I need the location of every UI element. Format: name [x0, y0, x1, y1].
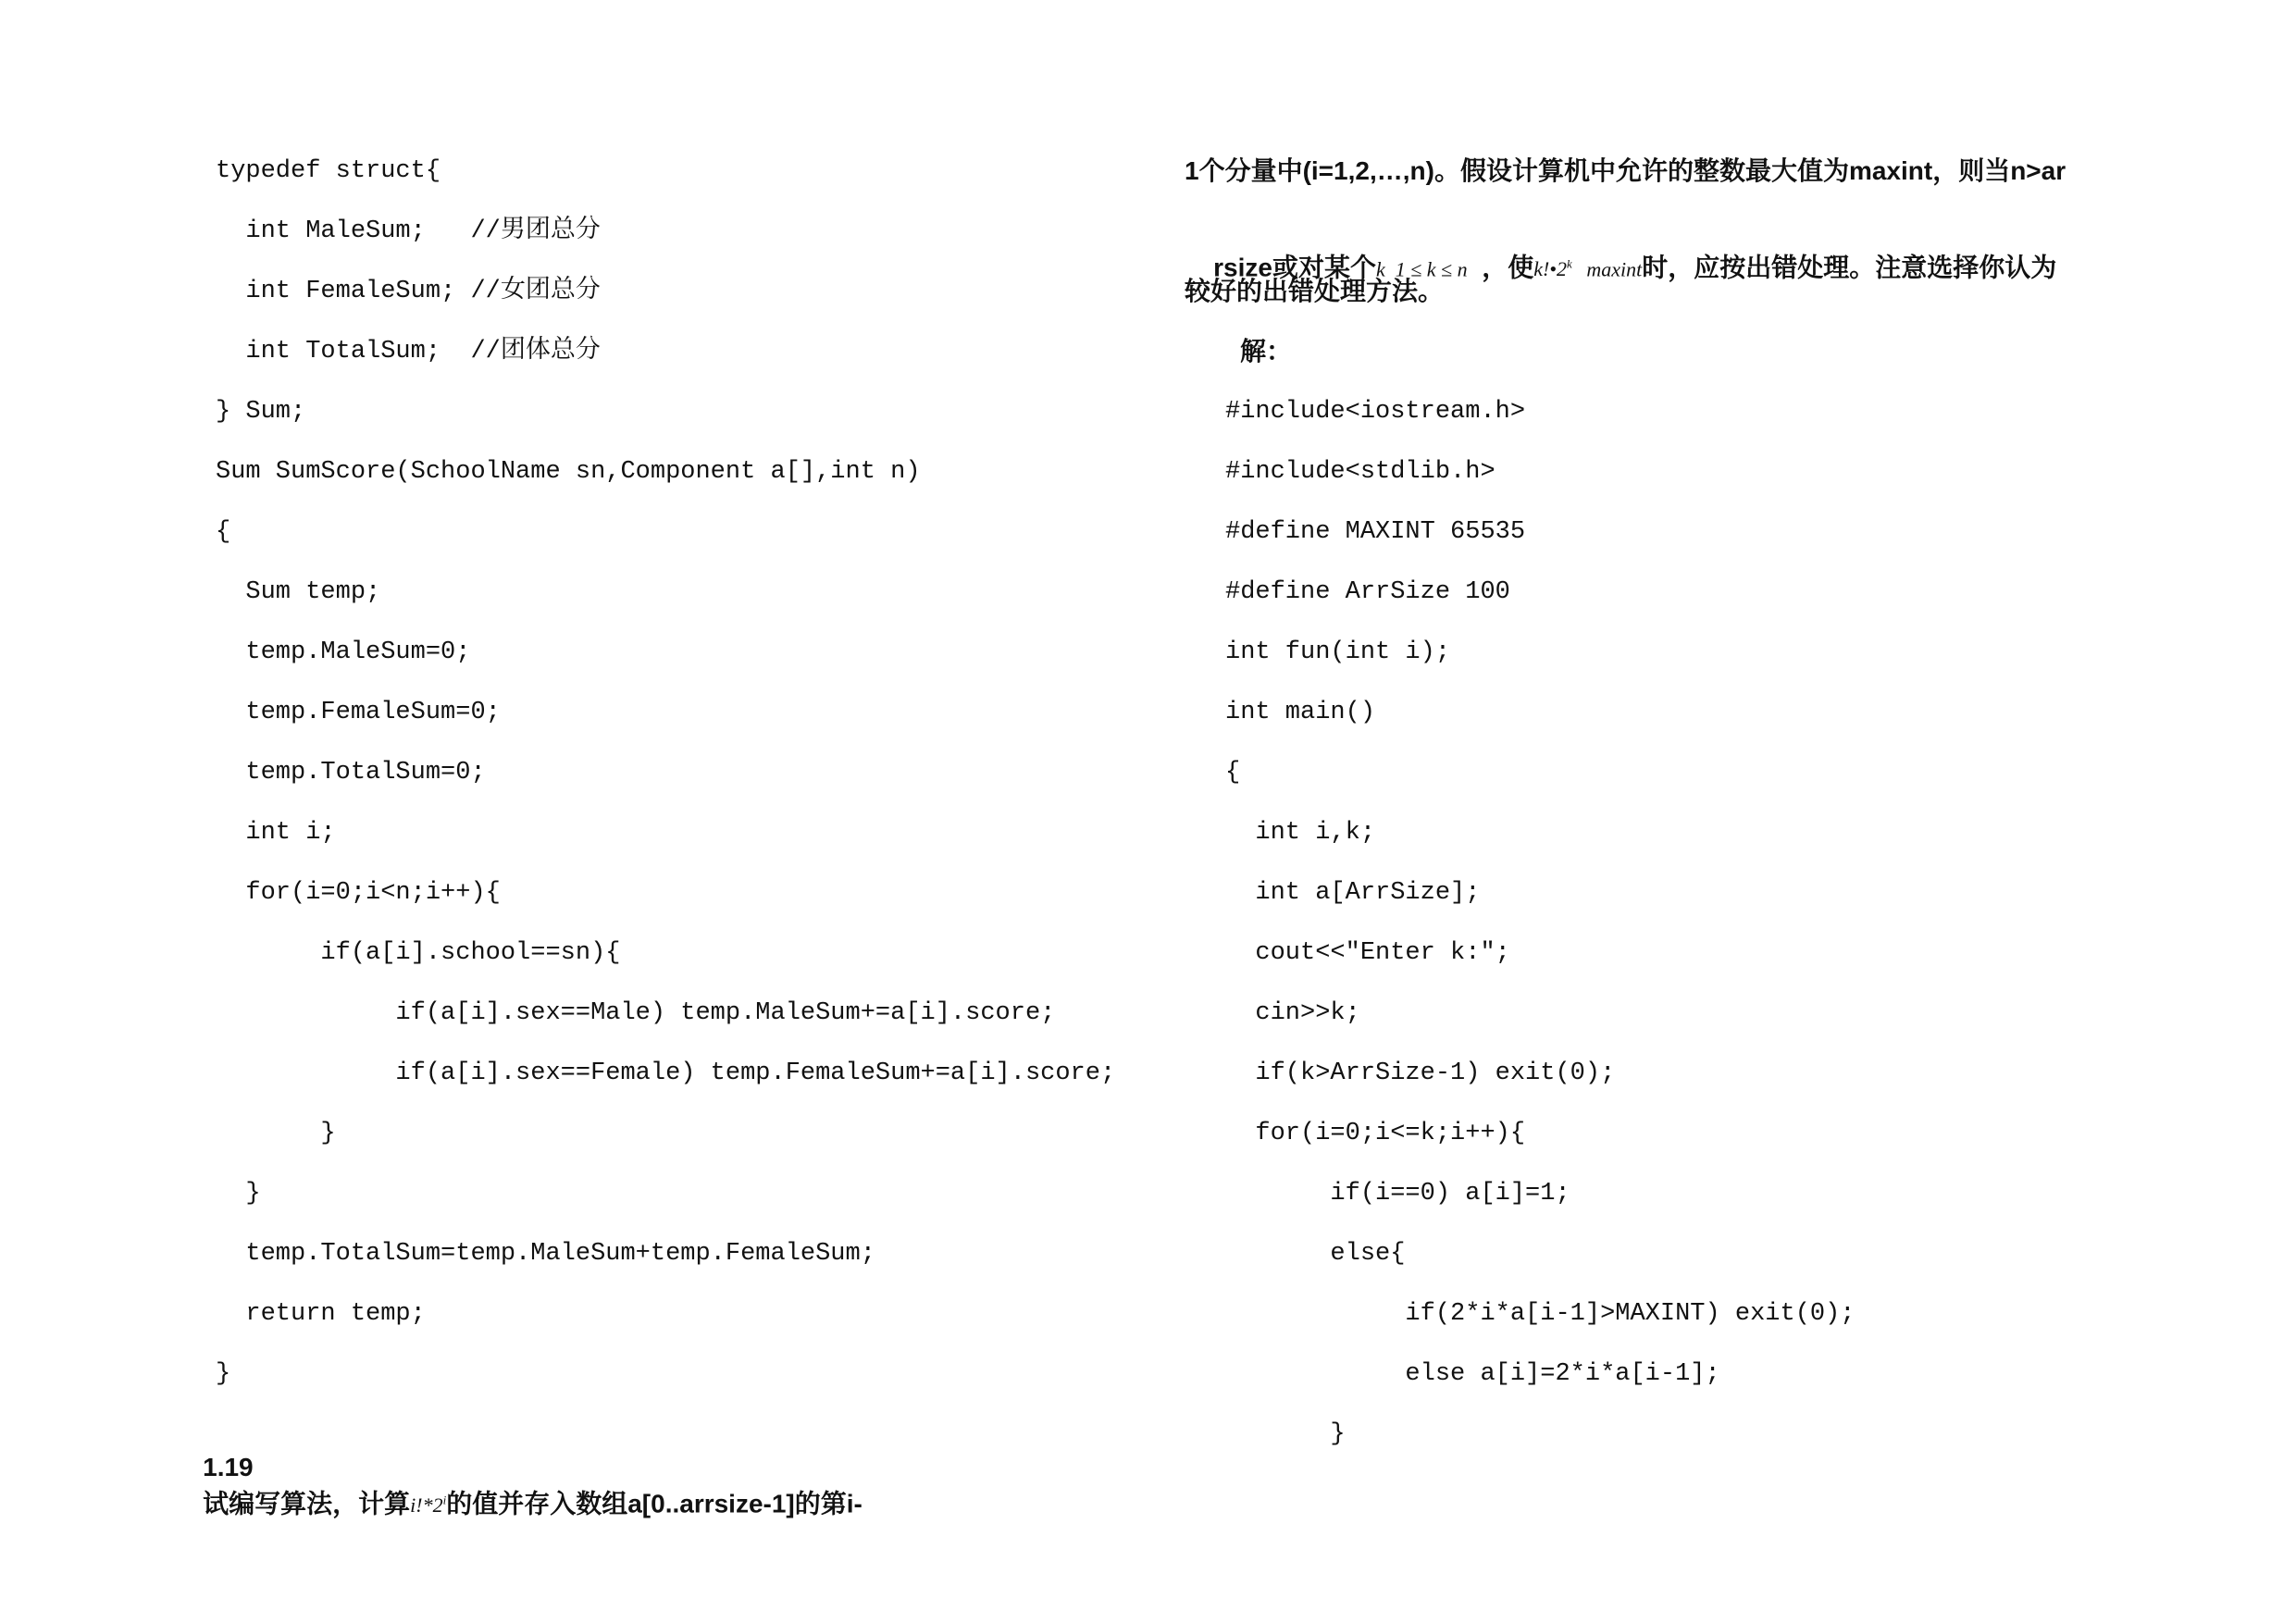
code-line: temp.FemaleSum=0; [216, 699, 501, 726]
code-line: else{ [1225, 1240, 1406, 1268]
code-line: int fun(int i); [1225, 638, 1451, 666]
code-line: } [216, 1180, 261, 1208]
code-line: #include<iostream.h> [1225, 398, 1526, 426]
code-line: int FemaleSum; //女团总分 [216, 278, 601, 305]
code-line: temp.MaleSum=0; [216, 638, 471, 666]
code-line: int i; [216, 819, 336, 847]
code-line: Sum SumScore(SchoolName sn,Component a[],int n) [216, 458, 921, 486]
code-line: } [1225, 1420, 1346, 1448]
math-maxint: maxint [1586, 257, 1643, 281]
code-line: int i,k; [1225, 819, 1376, 847]
code-line: cout<<"Enter k:"; [1225, 939, 1510, 967]
code-line: #include<stdlib.h> [1225, 458, 1496, 486]
code-line: Sum temp; [216, 578, 381, 606]
code-line: { [1225, 759, 1241, 787]
problem-text-after: 的值并存入数组a[0..arrsize-1]的第i- [446, 1489, 863, 1518]
code-line: int MaleSum; //男团总分 [216, 217, 601, 245]
code-line: if(a[i].sex==Female) temp.FemaleSum+=a[i].score; [216, 1059, 1116, 1087]
code-line: temp.TotalSum=0; [216, 759, 486, 787]
code-line: typedef struct{ [216, 157, 441, 185]
answer-label: 解： [1240, 337, 1293, 365]
code-line: } [216, 1360, 231, 1388]
problem-number: 1.19 [203, 1453, 254, 1481]
code-line: } Sum; [216, 398, 306, 426]
code-line: if(i==0) a[i]=1; [1225, 1180, 1570, 1208]
code-line: else a[i]=2*i*a[i-1]; [1225, 1360, 1720, 1388]
code-line: { [216, 518, 231, 546]
problem-line-3: 较好的出错处理方法。 [1185, 277, 1445, 305]
code-line: int TotalSum; //团体总分 [216, 338, 601, 365]
problem-formula: i!*2$^i$ [410, 1493, 447, 1518]
code-line: if(2*i*a[i-1]>MAXINT) exit(0); [1225, 1300, 1855, 1328]
code-line: int a[ArrSize]; [1225, 879, 1481, 907]
math-k-factorial: k!•2$^k$ [1533, 257, 1572, 281]
problem-heading [174, 1418, 863, 1555]
code-line: #define MAXINT 65535 [1225, 518, 1526, 546]
code-line: if(k>ArrSize-1) exit(0); [1225, 1059, 1616, 1087]
code-line: for(i=0;i<=k;i++){ [1225, 1120, 1526, 1147]
code-line: cin>>k; [1225, 999, 1360, 1027]
code-line: return temp; [216, 1300, 426, 1328]
problem-text-before: 试编写算法，计算 [203, 1489, 411, 1518]
code-line: int main() [1225, 699, 1376, 726]
problem-line-2: rsize或对某个k 1 ≤ k ≤ n ，使k!•2$^k$ maxint时，应按出错处理。注意选择你认为 [1213, 253, 2057, 282]
code-line: #define ArrSize 100 [1225, 578, 1510, 606]
code-line: if(a[i].school==sn){ [216, 939, 621, 967]
code-line: for(i=0;i<n;i++){ [216, 879, 501, 907]
code-line: } [216, 1120, 336, 1147]
code-line: temp.TotalSum=temp.MaleSum+temp.FemaleSum; [216, 1240, 875, 1268]
math-k-range: k 1 ≤ k ≤ n [1375, 257, 1468, 281]
problem-line-1: 1个分量中(i=1,2,…,n)。假设计算机中允许的整数最大值为maxint，则当n>ar [1185, 156, 2066, 185]
code-line: if(a[i].sex==Male) temp.MaleSum+=a[i].score; [216, 999, 1056, 1027]
